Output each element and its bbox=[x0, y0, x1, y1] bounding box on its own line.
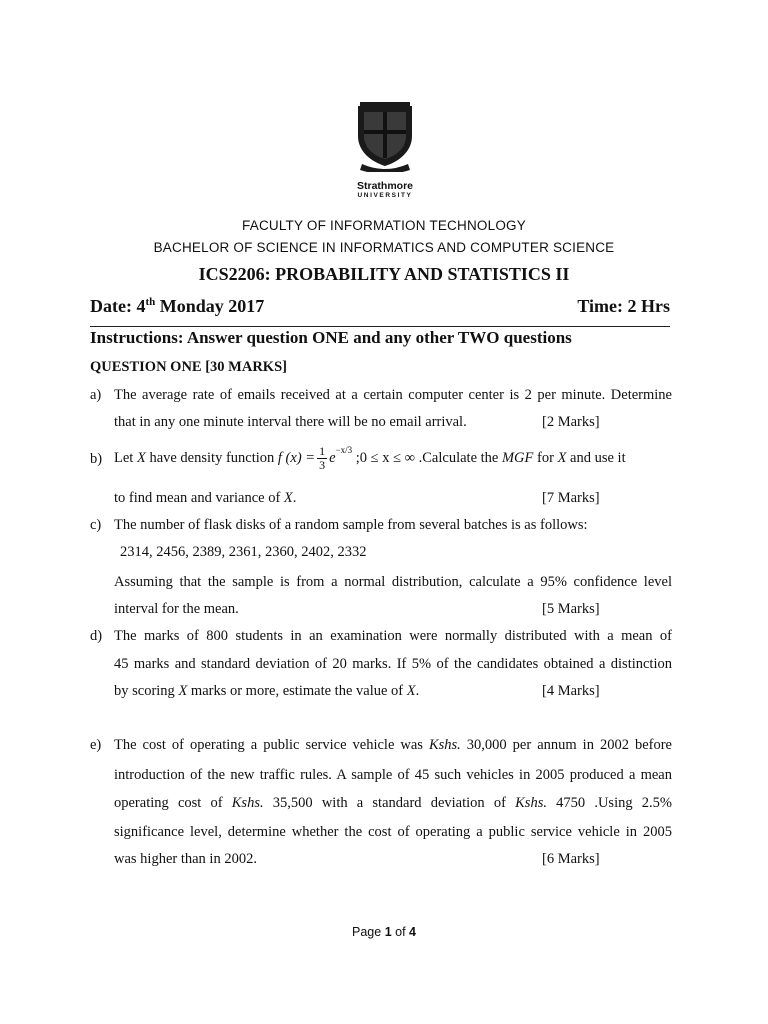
part-b-marks: [7 Marks] bbox=[542, 490, 600, 506]
part-d-line1: The marks of 800 students in an examination were normally distributed with a mean of bbox=[114, 628, 672, 644]
part-a-line1: The average rate of emails received at a certain computer center is 2 per minute. Determine bbox=[114, 387, 672, 403]
crest-icon bbox=[352, 102, 418, 172]
question-one-title: QUESTION ONE [30 MARKS] bbox=[90, 359, 287, 375]
university-logo bbox=[352, 102, 418, 198]
page-number: Page 1 of 4 bbox=[352, 925, 416, 939]
logo-name: Strathmore bbox=[356, 180, 413, 192]
part-d-marks: [4 Marks] bbox=[542, 683, 600, 699]
course-title: ICS2206: PROBABILITY AND STATISTICS II bbox=[198, 264, 570, 284]
part-c-data: 2314, 2456, 2389, 2361, 2360, 2402, 2332 bbox=[120, 544, 367, 560]
part-e-line5: was higher than in 2002. [6 Marks] bbox=[114, 851, 600, 867]
exam-date: Date: 4th Monday 2017 bbox=[90, 296, 265, 316]
faculty-heading: FACULTY OF INFORMATION TECHNOLOGY bbox=[242, 218, 526, 233]
part-e-label: e) bbox=[90, 737, 102, 753]
part-a-line2: that in any one minute interval there will be no email arrival. [2 Marks] bbox=[114, 414, 600, 430]
part-d-label: d) bbox=[90, 628, 103, 644]
part-b-line2: to find mean and variance of X. [7 Marks] bbox=[114, 490, 600, 506]
logo-subtitle: UNIVERSITY bbox=[357, 192, 413, 199]
part-c-label: c) bbox=[90, 517, 102, 533]
part-e-line3: operating cost of Kshs. 35,500 with a standard deviation of Kshs. 4750 .Using 2.5% bbox=[114, 795, 672, 811]
part-e-line4: significance level, determine whether the cost of operating a public service vehicle in 2005 bbox=[114, 824, 672, 840]
part-c-line4: interval for the mean. [5 Marks] bbox=[114, 601, 600, 617]
part-d-line3: by scoring X marks or more, estimate the value of X. [4 Marks] bbox=[114, 683, 600, 699]
part-e-line2: introduction of the new traffic rules. A sample of 45 such vehicles in 2005 produced a mean bbox=[114, 767, 672, 783]
part-e-line1: The cost of operating a public service vehicle was Kshs. 30,000 per annum in 2002 before bbox=[114, 737, 672, 753]
part-d-line2: 45 marks and standard deviation of 20 marks. If 5% of the candidates obtained a distinction bbox=[114, 656, 672, 672]
divider bbox=[90, 326, 670, 327]
exam-time: Time: 2 Hrs bbox=[577, 296, 670, 316]
programme-heading: BACHELOR OF SCIENCE IN INFORMATICS AND COMPUTER SCIENCE bbox=[153, 240, 615, 255]
part-a-marks: [2 Marks] bbox=[542, 414, 600, 430]
part-e-marks: [6 Marks] bbox=[542, 851, 600, 867]
part-c-line1: The number of flask disks of a random sample from several batches is as follows: bbox=[114, 517, 588, 533]
part-c-marks: [5 Marks] bbox=[542, 601, 600, 617]
instructions: Instructions: Answer question ONE and any other TWO questions bbox=[90, 328, 572, 347]
part-b-line1: Let X have density function f (x) = $\frac{1}{3}$ $e^{-x/3}$ ;0 ≤ x ≤ ∞ .Calculate the MGF for X and use it bbox=[114, 444, 626, 473]
part-a-label: a) bbox=[90, 387, 102, 403]
part-c-line3: Assuming that the sample is from a normal distribution, calculate a 95% confidence level bbox=[114, 574, 672, 590]
part-b-label: b) bbox=[90, 451, 103, 467]
